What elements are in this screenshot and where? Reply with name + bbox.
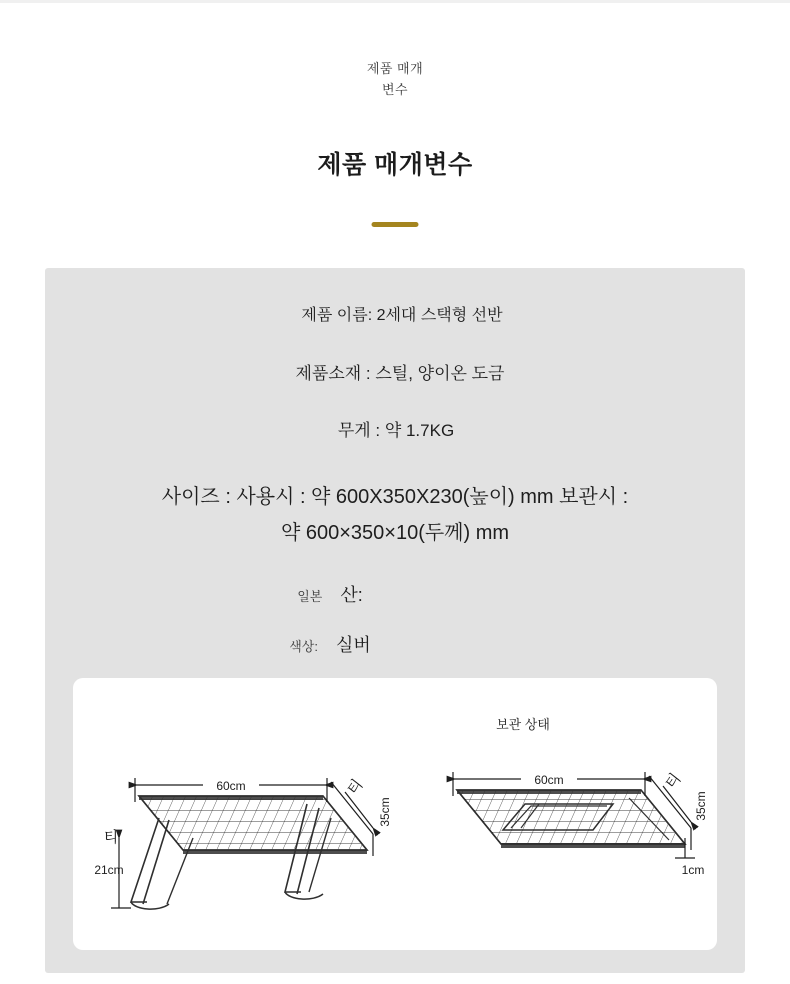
right-thickness-label: 1cm [681, 863, 705, 877]
right-width-label: 60cm [534, 773, 564, 787]
top-divider [0, 0, 790, 3]
spec-color-row [45, 631, 745, 657]
left-depth-marker: 티 [344, 776, 367, 799]
spec-color-value: 실버 [335, 635, 371, 655]
eyebrow-line-2: 변수 [381, 82, 409, 97]
dimension-figure-card [73, 678, 717, 950]
spec-product-name: 제품 이름: 2세대 스택형 선반 [301, 307, 503, 324]
spec-origin-label: 일본 [297, 589, 323, 604]
spec-weight: 무게 : 약 1.7KG [337, 421, 455, 440]
left-height-label: 21cm [94, 863, 124, 877]
spec-size-line-1: 사이즈 : 사용시 : 약 600X350X230(높이) mm 보관시 : [161, 486, 629, 508]
spec-color-label: 색상: [289, 639, 318, 654]
dimension-diagrams [73, 678, 717, 950]
spec-size [45, 479, 745, 551]
left-height-marker: 티 [103, 829, 119, 846]
spec-list [45, 288, 745, 657]
spec-origin-value: 산: [340, 585, 363, 605]
left-width-label: 60cm [216, 779, 246, 793]
left-diagram-group [94, 776, 392, 909]
eyebrow-heading [0, 58, 790, 100]
accent-divider [372, 222, 419, 227]
right-depth-label: 35cm [694, 791, 708, 821]
right-diagram-group [453, 770, 708, 877]
eyebrow-line-1: 제품 매개 [366, 61, 424, 76]
storage-state-caption: 보관 상태 [496, 717, 550, 732]
spec-size-line-2: 약 600×350×10(두께) mm [280, 522, 510, 544]
left-depth-label: 35cm [378, 797, 392, 827]
page-title: 제품 매개변수 [317, 151, 473, 179]
spec-origin-row [45, 581, 745, 607]
bottom-divider [0, 974, 790, 984]
spec-material: 제품소재 : 스틸, 양이온 도금 [295, 364, 505, 383]
spec-panel [45, 268, 745, 973]
right-depth-marker: 티 [662, 770, 685, 793]
